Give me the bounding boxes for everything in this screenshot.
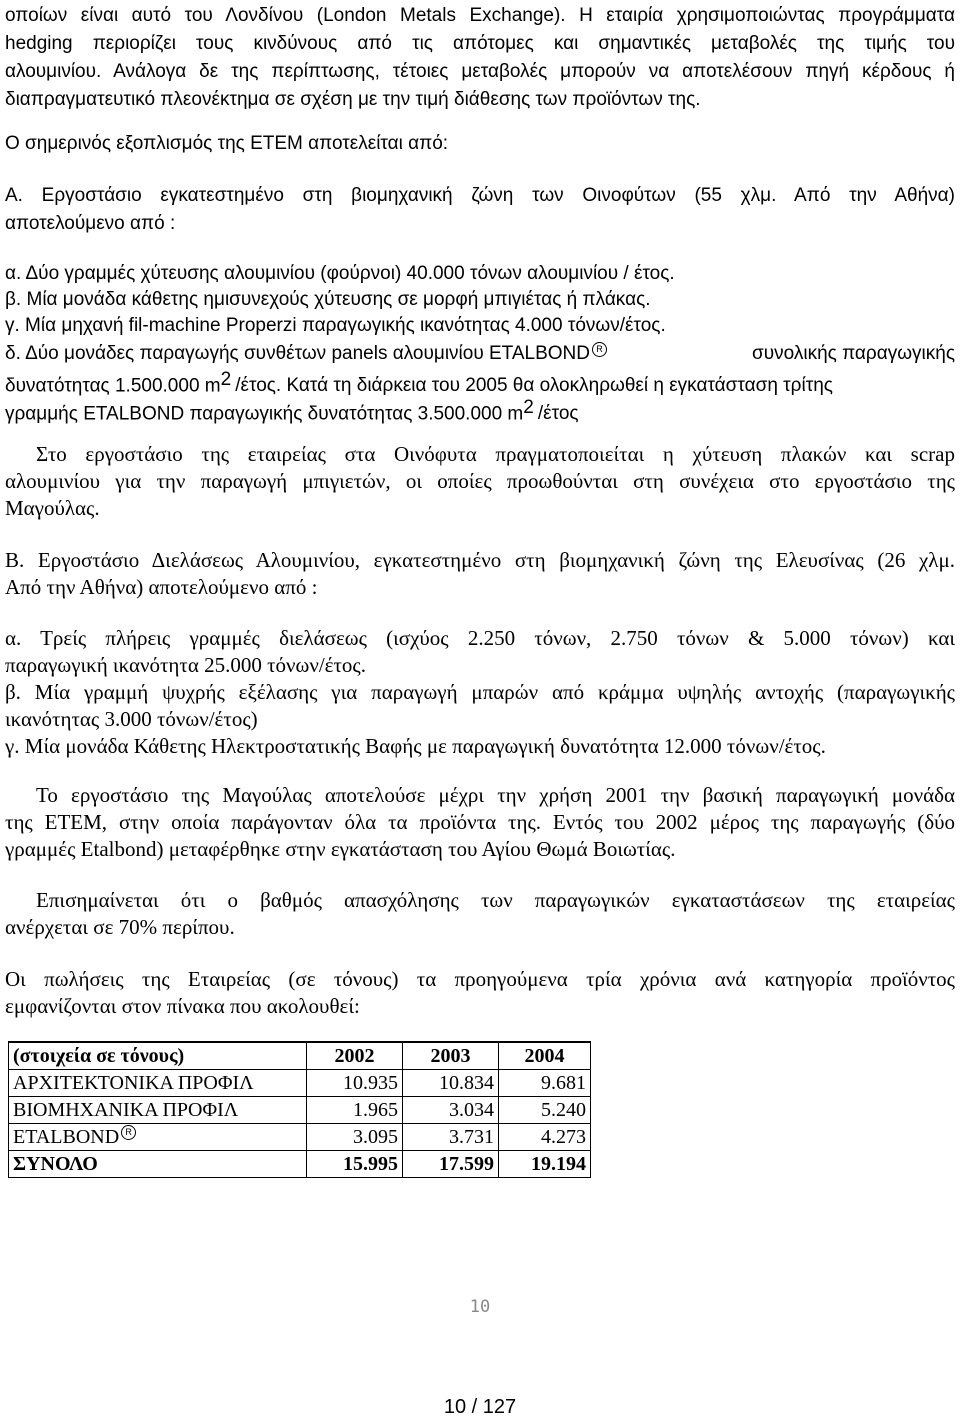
sales-intro-line-1: Οι πωλήσεις της Εταιρείας (σε τόνους) τα προηγούμενα τρία χρόνια ανά κατηγορία προϊόντος bbox=[5, 967, 955, 991]
factory-b-item-b-1: β. Μία γραμμή ψυχρής εξέλασης για παραγωγή μπαρών από κράμμα υψηλής αντοχής (παραγωγικής bbox=[5, 680, 955, 704]
factory-b-line-2: Από την Αθήνα) αποτελούμενο από : bbox=[5, 575, 318, 599]
registered-mark-icon: R bbox=[592, 342, 607, 357]
oinofyta-text-1: Στο εργοστάσιο της εταιρείας στα Οινόφυτα πραγματοποιείται η χύτευση πλακών και scrap bbox=[36, 442, 955, 466]
table-header-cell: 2002 bbox=[307, 1042, 403, 1070]
sales-intro-line-2: εμφανίζονται στον πίνακα που ακολουθεί: bbox=[5, 994, 360, 1018]
magoula-text-1: Το εργοστάσιο της Μαγούλας αποτελούσε μέχρι την χρήση 2001 την βασική παραγωγική μονάδα bbox=[36, 783, 955, 807]
oinofyta-line-3: Μαγούλας. bbox=[5, 496, 100, 520]
factory-b-item-c: γ. Μία μονάδα Κάθετης Ηλεκτροστατικής Βαφής με παραγωγική δυνατότητα 12.000 τόνων/έτος. bbox=[5, 734, 826, 758]
factory-b-item-a-2: παραγωγική ικανότητα 25.000 τόνων/έτος. bbox=[5, 653, 366, 677]
utilization-line-1 bbox=[5, 886, 955, 914]
factory-b-line-1: Β. Εργοστάσιο Διελάσεως Αλουμινίου, εγκατεστημένο στη βιομηχανική ζώνη της Ελευσίνας (26 χλμ. bbox=[5, 548, 955, 572]
item-d-third-per-year: /έτος bbox=[537, 403, 579, 425]
intro-line-1: οποίων είναι αυτό του Λονδίνου (London Metals Exchange). Η εταιρία χρησιμοποιώντας προγράμματα bbox=[5, 5, 955, 26]
oinofyta-line-2: αλουμινίου για την παραγωγή μπιγιετών, οι οποίες προωθούνται στη συνέχεια στο εργοστάσιο της bbox=[5, 469, 955, 493]
table-cell: 9.681 bbox=[499, 1070, 591, 1097]
item-d-per-year: /έτος. Κατά τη διάρκεια του 2005 θα ολοκληρωθεί η εγκατάσταση τρίτης bbox=[235, 375, 833, 397]
intro-line-2: hedging περιορίζει τους κινδύνους από τις απότομες και σημαντικές μεταβολές της τιμής του bbox=[5, 33, 955, 54]
table-cell: 15.995 bbox=[307, 1151, 403, 1178]
table-cell: 17.599 bbox=[403, 1151, 499, 1178]
table-cell: 19.194 bbox=[499, 1151, 591, 1178]
table-row bbox=[9, 1124, 591, 1151]
item-d-part-2: συνολικής παραγωγικής bbox=[752, 343, 955, 364]
intro-line-3: αλουμινίου. Ανάλογα δε της περίπτωσης, τέτοιες μεταβολές μπορούν να αποτελέσουν πηγή κέρδους ή bbox=[5, 61, 955, 82]
table-cell: 3.731 bbox=[403, 1124, 499, 1151]
oinofyta-line-1 bbox=[5, 440, 955, 468]
table-cell: ΑΡΧΙΤΕΚΤΟΝΙΚΑ ΠΡΟΦΙΛ bbox=[9, 1070, 307, 1097]
table-cell: 5.240 bbox=[499, 1097, 591, 1124]
item-d-part-1: δ. Δύο μονάδες παραγωγής συνθέτων panels αλουμινίου ETALBOND bbox=[5, 343, 591, 364]
table-row bbox=[9, 1097, 591, 1124]
intro-line-4: διαπραγματευτικό πλεονέκτημα σε σχέση με την τιμή διάθεσης των προϊόντων της. bbox=[5, 89, 701, 110]
table-total-row bbox=[9, 1151, 591, 1178]
factory-b-item-b-2: ικανότητας 3.000 τόνων/έτος) bbox=[5, 707, 258, 731]
table-cell: 1.965 bbox=[307, 1097, 403, 1124]
magoula-line-2: της ΕΤΕΜ, στην οποία παράγονταν όλα τα προϊόντα της. Εντός του 2002 μέρος της παραγωγής (δύο bbox=[5, 810, 955, 834]
superscript-2-b: 2 bbox=[523, 397, 534, 418]
table-cell: 3.095 bbox=[307, 1124, 403, 1151]
table-cell: 4.273 bbox=[499, 1124, 591, 1151]
factory-a-item-a: α. Δύο γραμμές χύτευσης αλουμινίου (φούρνοι) 40.000 τόνων αλουμινίου / έτος. bbox=[5, 263, 675, 284]
sales-table bbox=[8, 1041, 591, 1178]
factory-a-item-b: β. Μία μονάδα κάθετης ημισυνεχούς χύτευσης σε μορφή μπιγιέτας ή πλάκας. bbox=[5, 289, 651, 310]
factory-a-item-d-line-3 bbox=[5, 394, 955, 428]
table-header-row bbox=[9, 1042, 591, 1070]
factory-a-item-c: γ. Μία μηχανή fil-machine Properzi παραγωγικής ικανότητας 4.000 τόνων/έτος. bbox=[5, 315, 666, 336]
magoula-line-3: γραμμές Etalbond) μεταφέρθηκε στην εγκατάσταση του Αγίου Θωμά Βοιωτίας. bbox=[5, 837, 676, 861]
etalbond-label: ETALBOND bbox=[13, 1126, 120, 1148]
table-header-cell: 2004 bbox=[499, 1042, 591, 1070]
equipment-heading: Ο σημερινός εξοπλισμός της ΕΤΕΜ αποτελείται από: bbox=[5, 133, 449, 154]
page-number: 10 bbox=[469, 1297, 491, 1317]
factory-a-line-1: Α. Εργοστάσιο εγκατεστημένο στη βιομηχανική ζώνη των Οινοφύτων (55 χλμ. Από την Αθήνα) bbox=[5, 185, 955, 206]
factory-a-item-d-line-1 bbox=[5, 340, 955, 368]
table-cell: ΣΥΝΟΛΟ bbox=[9, 1151, 307, 1178]
registered-mark-icon: R bbox=[121, 1125, 136, 1140]
item-d-third-line: γραμμής ETALBOND παραγωγικής δυνατότητας 3.500.000 m bbox=[5, 403, 524, 425]
table-cell: ΒΙΟΜΗΧΑΝΙΚΑ ΠΡΟΦΙΛ bbox=[9, 1097, 307, 1124]
factory-a-item-d-text bbox=[5, 340, 607, 368]
table-cell: 3.034 bbox=[403, 1097, 499, 1124]
table-cell: 10.834 bbox=[403, 1070, 499, 1097]
utilization-line-2: ανέρχεται σε 70% περίπου. bbox=[5, 915, 235, 939]
table-cell bbox=[9, 1124, 307, 1151]
superscript-2: 2 bbox=[220, 369, 232, 390]
utilization-text-1: Επισημαίνεται ότι ο βαθμός απασχόλησης των παραγωγικών εγκαταστάσεων της εταιρείας bbox=[36, 888, 955, 912]
page-counter: 10 / 127 bbox=[443, 1396, 517, 1418]
item-d-capacity: δυνατότητας 1.500.000 m bbox=[5, 375, 221, 397]
table-row bbox=[9, 1070, 591, 1097]
table-header-cell: (στοιχεία σε τόνους) bbox=[9, 1042, 307, 1070]
magoula-line-1 bbox=[5, 781, 955, 809]
factory-b-item-a-1: α. Τρείς πλήρεις γραμμές διελάσεως (ισχύος 2.250 τόνων, 2.750 τόνων & 5.000 τόνων) και bbox=[5, 626, 955, 650]
table-header-cell: 2003 bbox=[403, 1042, 499, 1070]
factory-a-line-2: αποτελούμενο από : bbox=[5, 213, 176, 234]
table-cell: 10.935 bbox=[307, 1070, 403, 1097]
